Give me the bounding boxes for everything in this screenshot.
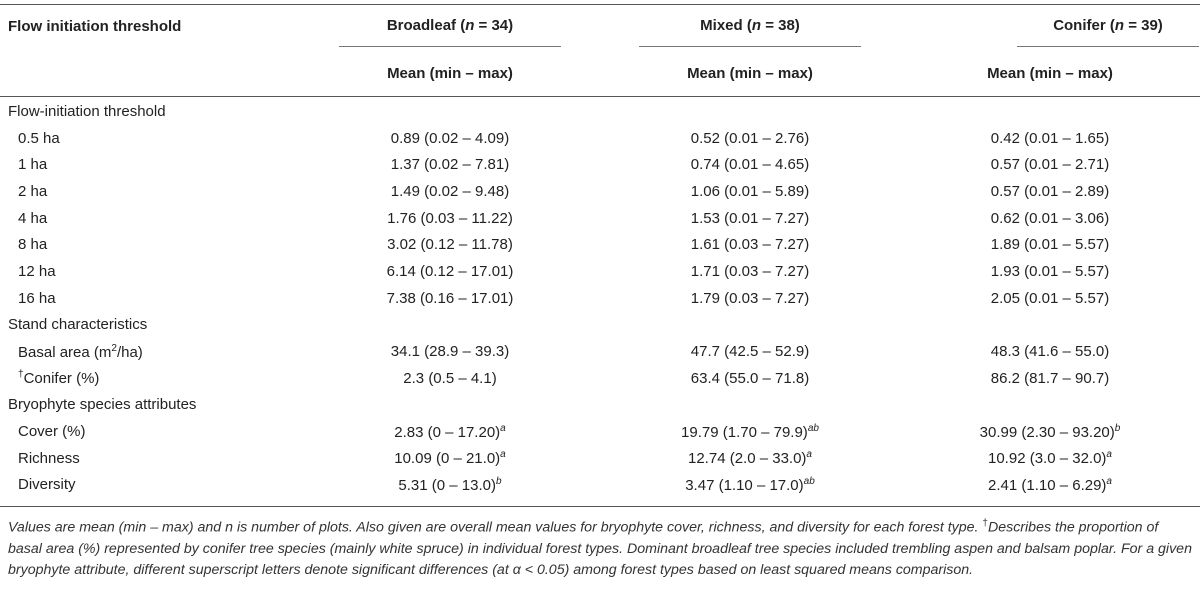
cell-broadleaf: 3.02 (0.12 – 11.78) — [387, 236, 513, 254]
row-label-conifer-pct: †Conifer (%) — [18, 369, 100, 388]
cell-mixed: 0.52 (0.01 – 2.76) — [690, 129, 810, 147]
cell-mixed: 1.79 (0.03 – 7.27) — [690, 289, 810, 307]
table-footnote — [8, 513, 1196, 581]
header-mixed-n-prefix: ( — [746, 17, 752, 34]
cell-broadleaf: 6.14 (0.12 – 17.01) — [386, 262, 514, 280]
cell-conifer: 48.3 (41.6 – 55.0) — [990, 343, 1110, 361]
subheader-broadleaf: Mean (min – max) — [387, 64, 513, 82]
section-title-bryo: Bryophyte species attributes — [8, 396, 197, 414]
header-broadleaf — [300, 4, 600, 48]
cell-mixed: 63.4 (55.0 – 71.8) — [690, 369, 810, 387]
row-label: 16 ha — [18, 289, 56, 307]
table-row — [0, 338, 1200, 365]
row-label: 2 ha — [18, 182, 48, 200]
header-row — [0, 4, 1200, 48]
footnote-dagger: † — [982, 518, 988, 529]
table-row — [0, 285, 1200, 312]
cell-conifer: 0.57 (0.01 – 2.71) — [990, 156, 1110, 174]
cell-broadleaf: 2.83 (0 – 17.20)$^a$ — [394, 422, 506, 441]
significance-letter: b — [1114, 422, 1121, 434]
header-broadleaf-label: Broadleaf — [386, 17, 457, 34]
section-row-bryo — [0, 392, 1200, 419]
row-label: Diversity — [18, 476, 76, 494]
header-mixed-n-var: n — [751, 17, 762, 34]
header-conifer — [900, 4, 1200, 48]
cell-broadleaf: 34.1 (28.9 – 39.3) — [390, 343, 510, 361]
section-row-stand — [0, 312, 1200, 339]
cell-broadleaf: 1.49 (0.02 – 9.48) — [390, 182, 510, 200]
section-title-stand: Stand characteristics — [8, 316, 148, 334]
cell-conifer: 0.42 (0.01 – 1.65) — [990, 129, 1110, 147]
significance-letter: ab — [803, 475, 815, 487]
cell-mixed: 12.74 (2.0 – 33.0)$^a$ — [688, 449, 812, 468]
cell-mixed: 0.74 (0.01 – 4.65) — [690, 156, 810, 174]
row-label: Richness — [18, 449, 80, 467]
header-mixed — [600, 4, 900, 48]
cell-conifer: 2.41 (1.10 – 6.29)$^a$ — [988, 475, 1112, 494]
table-row — [0, 418, 1200, 445]
header-conifer-n-prefix: ( — [1109, 17, 1115, 34]
row-label-basal-area: Basal area $(m^2/ha)$ — [18, 342, 143, 361]
row-label: 4 ha — [18, 209, 48, 227]
table-row — [0, 472, 1200, 499]
cell-broadleaf: 10.09 (0 – 21.0)$^a$ — [394, 449, 506, 468]
cell-broadleaf: 5.31 (0 – 13.0)$^b$ — [398, 475, 502, 494]
cell-broadleaf: 1.37 (0.02 – 7.81) — [390, 156, 510, 174]
table-row — [0, 205, 1200, 232]
row-label: 8 ha — [18, 236, 48, 254]
subheader-row — [0, 48, 1200, 98]
cell-mixed: 1.71 (0.03 – 7.27) — [690, 262, 810, 280]
footnote-part-1: Values are mean (min – max) and n is number of plots. Also given are overall mean values for bryophyte cover, richness, and diversity for each forest type. — [8, 519, 983, 536]
footnote-part-2: Describes the proportion of basal area (%) represented by conifer tree species (mainly white spruce) in individual forest types. Dominant broadleaf tree species included trembling aspen and balsam poplar. For a given bryophyte attribute, different superscript letters denote significant differences (at α < 0.05) among forest types based on least squared means comparison. — [8, 519, 1192, 578]
header-conifer-n-var: n — [1114, 17, 1125, 34]
significance-letter: ab — [807, 422, 819, 434]
table-row — [0, 151, 1200, 178]
subheader-conifer: Mean (min – max) — [987, 64, 1113, 82]
header-conifer-label: Conifer — [1053, 17, 1106, 34]
row-label: 0.5 ha — [18, 129, 60, 147]
table-row — [0, 178, 1200, 205]
cell-broadleaf: 0.89 (0.02 – 4.09) — [390, 129, 510, 147]
table-row — [0, 231, 1200, 258]
cell-conifer: 10.92 (3.0 – 32.0)$^a$ — [988, 449, 1112, 468]
section-title-flow: Flow-initiation threshold — [8, 102, 166, 120]
cell-mixed: 19.79 (1.70 – 79.9)$^{ab}$ — [681, 422, 819, 441]
subheader-mixed: Mean (min – max) — [687, 64, 813, 82]
cell-conifer: 1.93 (0.01 – 5.57) — [990, 262, 1110, 280]
table-row — [0, 365, 1200, 392]
header-mixed-n-value: = 38) — [761, 17, 800, 34]
cell-mixed: 3.47 (1.10 – 17.0)$^{ab}$ — [685, 475, 815, 494]
row-label: 12 ha — [18, 262, 56, 280]
cell-mixed: 1.61 (0.03 – 7.27) — [690, 236, 810, 254]
significance-letter: b — [496, 475, 502, 487]
significance-letter: a — [1106, 475, 1112, 487]
significance-letter: a — [1106, 449, 1112, 461]
section-row-flow — [0, 98, 1200, 125]
row-label: Cover (%) — [18, 423, 86, 441]
header-broadleaf-n-prefix: ( — [460, 17, 466, 34]
cell-conifer: 2.05 (0.01 – 5.57) — [990, 289, 1110, 307]
row-label: 1 ha — [18, 156, 48, 174]
significance-letter: a — [500, 422, 506, 434]
header-conifer-n-value: = 39) — [1124, 17, 1163, 34]
cell-mixed: 47.7 (42.5 – 52.9) — [690, 343, 810, 361]
results-table — [0, 4, 1200, 498]
table-bottom-rule — [0, 506, 1200, 507]
cell-conifer: 86.2 (81.7 – 90.7) — [990, 369, 1110, 387]
cell-conifer: 0.57 (0.01 – 2.89) — [990, 182, 1110, 200]
cell-broadleaf: 7.38 (0.16 – 17.01) — [386, 289, 514, 307]
significance-letter: a — [806, 449, 812, 461]
table-row — [0, 125, 1200, 152]
cell-conifer: 1.89 (0.01 – 5.57) — [990, 236, 1110, 254]
cell-mixed: 1.53 (0.01 – 7.27) — [690, 209, 810, 227]
cell-broadleaf: 2.3 (0.5 – 4.1) — [403, 369, 497, 387]
table-row — [0, 258, 1200, 285]
header-mixed-label: Mixed — [700, 17, 743, 34]
header-broadleaf-n-value: = 34) — [474, 17, 514, 34]
cell-mixed: 1.06 (0.01 – 5.89) — [690, 182, 810, 200]
significance-letter: a — [500, 449, 506, 461]
table-row — [0, 445, 1200, 472]
cell-conifer: 0.62 (0.01 – 3.06) — [990, 209, 1110, 227]
header-broadleaf-n-var: n — [465, 17, 475, 34]
header-first-col: Flow initiation threshold — [8, 17, 182, 35]
cell-conifer: 30.99 (2.30 – 93.20)$^b$ — [979, 422, 1121, 441]
cell-broadleaf: 1.76 (0.03 – 11.22) — [387, 209, 513, 227]
